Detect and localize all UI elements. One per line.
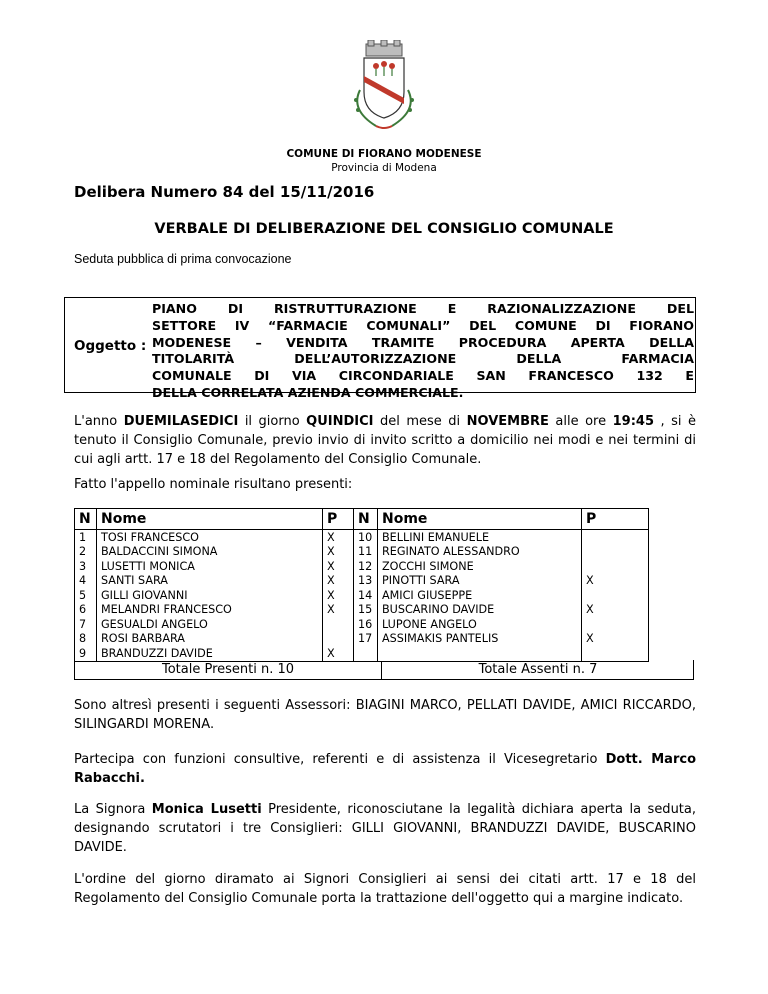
cell-p: X [323,559,354,574]
ordine-paragraph: L'ordine del giorno diramato ai Signori Consiglieri ai sensi dei citati artt. 17 e 18 del Regolamento del Consiglio Comunale porta la trattazione dell'oggetto qui a margine indicato. [74,872,696,906]
cell-n: 17 [354,632,378,647]
cell-n: 9 [75,646,97,661]
presidente-name: Monica Lusetti [151,802,262,817]
cell-p: X [323,646,354,661]
cell-nome: SANTI SARA [97,574,323,589]
partecipa-text: Partecipa con funzioni consultive, referenti e di assistenza il Vicesegretario [74,752,606,767]
cell-p: X [323,574,354,589]
cell-nome: GESUALDI ANGELO [97,617,323,632]
oggetto-line: COMUNALE DI VIA CIRCONDARIALE SAN FRANCESCO 132 E [152,368,694,384]
cell-p [582,545,649,560]
table-row [75,646,649,661]
oggetto-box [64,297,696,400]
table-row [75,588,649,603]
cell-nome: BELLINI EMANUELE [378,530,582,545]
table-row [75,617,649,632]
oggetto-line: PIANO DI RISTRUTTURAZIONE E RAZIONALIZZAZIONE DEL [152,301,694,316]
intro-text: alle ore [548,414,613,429]
cell-p [582,646,649,661]
cell-p [582,588,649,603]
verbale-title: VERBALE DI DELIBERAZIONE DEL CONSIGLIO COMUNALE [154,221,614,237]
table-row [75,545,649,560]
cell-n: 16 [354,617,378,632]
anno-value: DUEMILASEDICI [123,414,239,429]
presidente-paragraph [74,800,696,857]
cell-nome: LUPONE ANGELO [378,617,582,632]
cell-n: 14 [354,588,378,603]
oggetto-line: MODENESE – VENDITA TRAMITE PROCEDURA APERTA DELLA [152,334,694,350]
oggetto-line: TITOLARITÀ DELL’AUTORIZZAZIONE DELLA FARMACIA [152,351,694,367]
cell-nome: BUSCARINO DAVIDE [378,603,582,618]
cell-n: 15 [354,603,378,618]
cell-nome: GILLI GIOVANNI [97,588,323,603]
municipal-crest-icon [336,40,432,140]
cell-p [323,617,354,632]
cell-nome: ASSIMAKIS PANTELIS [378,632,582,647]
header-p: P [323,509,354,530]
header-nome: Nome [97,509,323,530]
giorno-value: QUINDICI [306,414,374,429]
cell-nome: PINOTTI SARA [378,574,582,589]
oggetto-text [152,301,694,402]
cell-n: 1 [75,530,97,545]
cell-nome: ROSI BARBARA [97,632,323,647]
cell-n: 10 [354,530,378,545]
provincia-name: Provincia di Modena [331,162,437,174]
intro-text: del mese di [373,414,467,429]
ora-value: 19:45 [612,414,654,429]
header-n: N [75,509,97,530]
comune-name: COMUNE DI FIORANO MODENESE [286,148,482,160]
cell-p: X [323,530,354,545]
totale-presenti: Totale Presenti n. 10 [161,662,295,677]
totals-row [74,660,694,680]
assessori-paragraph: Sono altresì presenti i seguenti Assessori: BIAGINI MARCO, PELLATI DAVIDE, AMICI RICCARDO, SILINGARDI MORENA. [74,698,696,732]
cell-n: 6 [75,603,97,618]
cell-p: X [582,574,649,589]
cell-n: 3 [75,559,97,574]
cell-p [323,632,354,647]
cell-nome: AMICI GIUSEPPE [378,588,582,603]
presidente-text: La Signora [74,802,152,817]
cell-nome: TOSI FRANCESCO [97,530,323,545]
table-row [75,603,649,618]
header-p: P [582,509,649,530]
cell-n: 11 [354,545,378,560]
intro-paragraph [74,412,696,469]
appello-text: Fatto l'appello nominale risultano presenti: [74,477,353,492]
intro-text: L'anno [74,414,124,429]
cell-nome [378,646,582,661]
partecipa-paragraph [74,750,696,788]
seduta-text: Seduta pubblica di prima convocazione [74,252,292,266]
oggetto-label: Oggetto : [74,338,147,354]
cell-nome: REGINATO ALESSANDRO [378,545,582,560]
header-n: N [354,509,378,530]
cell-p: X [582,603,649,618]
cell-p [582,617,649,632]
cell-nome: ZOCCHI SIMONE [378,559,582,574]
table-row [75,559,649,574]
cell-p [582,530,649,545]
cell-nome: BALDACCINI SIMONA [97,545,323,560]
table-header-row [75,509,649,530]
cell-nome: LUSETTI MONICA [97,559,323,574]
cell-p: X [323,603,354,618]
intro-text: il giorno [238,414,307,429]
oggetto-line: DELLA CORRELATA AZIENDA COMMERCIALE. [152,384,464,400]
oggetto-line: SETTORE IV “FARMACIE COMUNALI” DEL COMUNE DI FIORANO [152,317,694,333]
cell-n [354,646,378,661]
cell-p [582,559,649,574]
table-row [75,574,649,589]
cell-p: X [323,588,354,603]
cell-p: X [323,545,354,560]
cell-n: 5 [75,588,97,603]
totale-assenti: Totale Assenti n. 7 [381,662,694,680]
intro-text: , si è tenuto il Consiglio Comunale, previo invio di invito scritto a domicilio nei modi e nei termini di cui agli artt. 17 e 18 del Regolamento del Consiglio Comunale. [74,414,696,467]
vicesegretario-name: Dott. Marco Rabacchi. [74,752,696,786]
cell-n: 8 [75,632,97,647]
cell-nome: BRANDUZZI DAVIDE [97,646,323,661]
presidente-text: Presidente, riconosciutane la legalità dichiara aperta la seduta, designando scrutatori i tre Consiglieri: GILLI GIOVANNI, BRANDUZZI DAVIDE, BUSCARINO DAVIDE. [74,802,696,855]
header-nome: Nome [378,509,582,530]
cell-n: 7 [75,617,97,632]
mese-value: NOVEMBRE [466,414,549,429]
cell-n: 13 [354,574,378,589]
delibera-title: Delibera Numero 84 del 15/11/2016 [74,183,375,201]
cell-nome: MELANDRI FRANCESCO [97,603,323,618]
cell-n: 12 [354,559,378,574]
attendance-table [74,508,649,662]
table-row [75,632,649,647]
cell-p: X [582,632,649,647]
table-row [75,530,649,545]
cell-n: 4 [75,574,97,589]
cell-n: 2 [75,545,97,560]
